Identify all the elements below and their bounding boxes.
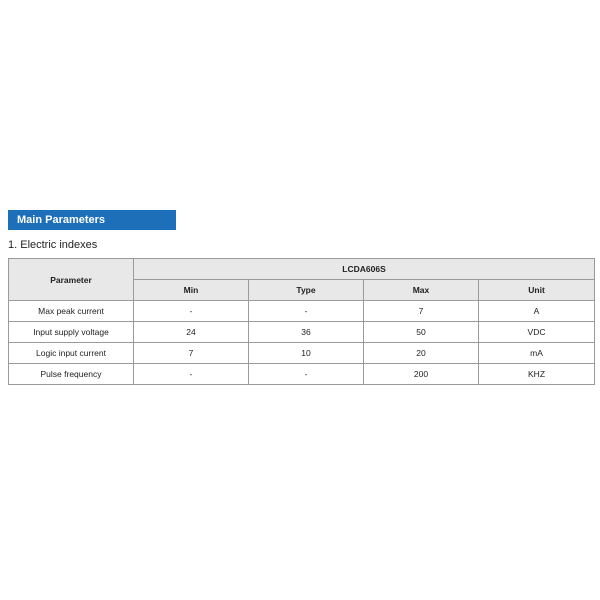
- cell-unit: A: [479, 301, 595, 322]
- table-row: [9, 364, 595, 385]
- section-banner-main-parameters: [8, 210, 176, 230]
- header-min: Min: [134, 280, 249, 301]
- cell-parameter: Pulse frequency: [9, 364, 134, 385]
- cell-min: -: [134, 364, 249, 385]
- table-row: [9, 343, 595, 364]
- cell-type: 36: [249, 322, 364, 343]
- cell-max: 50: [364, 322, 479, 343]
- header-parameter: Parameter: [9, 259, 134, 301]
- cell-parameter: Logic input current: [9, 343, 134, 364]
- cell-unit: mA: [479, 343, 595, 364]
- cell-max: 20: [364, 343, 479, 364]
- subsection-title-electric-indexes: 1. Electric indexes: [8, 239, 98, 251]
- electric-indexes-table: [8, 258, 595, 385]
- cell-type: 10: [249, 343, 364, 364]
- header-model: LCDA606S: [134, 259, 595, 280]
- header-max: Max: [364, 280, 479, 301]
- table-header-row-model: [9, 259, 595, 280]
- cell-unit: KHZ: [479, 364, 595, 385]
- cell-min: 7: [134, 343, 249, 364]
- table-row: [9, 301, 595, 322]
- section-title: Main Parameters: [17, 214, 106, 226]
- cell-type: -: [249, 364, 364, 385]
- cell-parameter: Input supply voltage: [9, 322, 134, 343]
- cell-min: -: [134, 301, 249, 322]
- cell-max: 7: [364, 301, 479, 322]
- header-type: Type: [249, 280, 364, 301]
- header-unit: Unit: [479, 280, 595, 301]
- cell-unit: VDC: [479, 322, 595, 343]
- cell-max: 200: [364, 364, 479, 385]
- cell-min: 24: [134, 322, 249, 343]
- cell-type: -: [249, 301, 364, 322]
- cell-parameter: Max peak current: [9, 301, 134, 322]
- table-row: [9, 322, 595, 343]
